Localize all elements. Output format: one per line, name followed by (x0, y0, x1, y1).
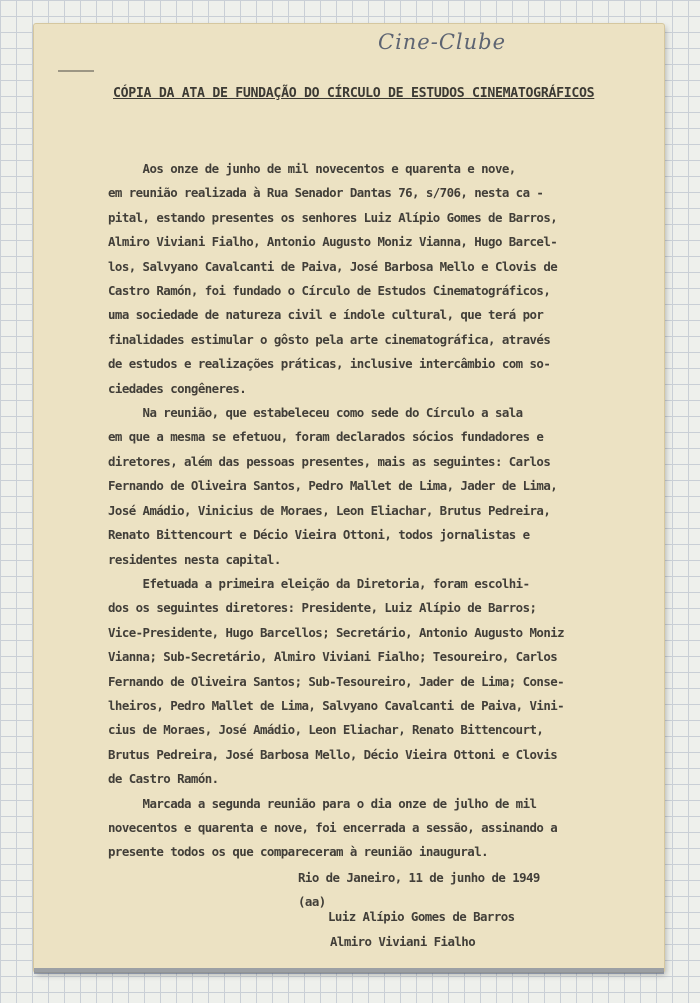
body-line: Vianna; Sub-Secretário, Almiro Viviani Fialho; Tesoureiro, Carlos (108, 649, 558, 665)
body-line: lheiros, Pedro Mallet de Lima, Salvyano Cavalcanti de Paiva, Vini- (108, 697, 565, 713)
body-line: de Castro Ramón. (108, 771, 219, 787)
body-line: Almiro Viviani Fialho, Antonio Augusto Moniz Vianna, Hugo Barcel- (108, 234, 558, 250)
signatory-1: Luiz Alípio Gomes de Barros (328, 909, 515, 924)
body-line: Na reunião, que estabeleceu como sede do Círculo a sala (108, 405, 523, 421)
body-line: Aos onze de junho de mil novecentos e quarenta e nove, (108, 161, 516, 176)
body-line: em reunião realizada à Rua Senador Dantas 76, s/706, nesta ca - (108, 185, 544, 201)
body-line: presente todos os que compareceram à reunião inaugural. (108, 844, 489, 860)
body-line: em que a mesma se efetuou, foram declarados sócios fundadores e (108, 429, 544, 445)
body-line: Efetuada a primeira eleição da Diretoria, foram escolhi- (108, 575, 530, 591)
body-line: Brutus Pedreira, José Barbosa Mello, Décio Vieira Ottoni e Clovis (108, 746, 558, 762)
body-line: novecentos e quarenta e nove, foi encerrada a sessão, assinando a (108, 819, 558, 835)
document-title: CÓPIA DA ATA DE FUNDAÇÃO DO CÍRCULO DE ESTUDOS CINEMATOGRÁFICOS (113, 86, 595, 101)
body-line: Marcada a segunda reunião para o dia onze de julho de mil (108, 795, 537, 811)
body-line: Castro Ramón, foi fundado o Círculo de Estudos Cinematográficos, (108, 283, 551, 299)
document-body (108, 157, 598, 865)
body-line: José Amádio, Vinicius de Moraes, Leon Eliachar, Brutus Pedreira, (108, 502, 551, 518)
page-shadow-edge (34, 968, 664, 974)
body-line: uma sociedade de natureza civil e índole cultural, que terá por (108, 307, 544, 323)
body-line: pital, estando presentes os senhores Luiz Alípio Gomes de Barros, (108, 209, 558, 225)
body-line: Vice-Presidente, Hugo Barcellos; Secretário, Antonio Augusto Moniz (108, 624, 565, 640)
margin-mark (58, 70, 94, 72)
date-line: Rio de Janeiro, 11 de junho de 1949 (298, 870, 540, 885)
handwritten-note: Cine-Clube (378, 30, 507, 54)
signatory-2: Almiro Viviani Fialho (330, 934, 476, 949)
body-line: residentes nesta capital. (108, 551, 281, 567)
aa-mark: (aa) (298, 894, 326, 909)
body-line: de estudos e realizações práticas, inclusive intercâmbio com so- (108, 356, 551, 372)
body-line: dos os seguintes diretores: Presidente, Luiz Alípio de Barros; (108, 600, 537, 616)
body-line: Fernando de Oliveira Santos; Sub-Tesoureiro, Jader de Lima; Conse- (108, 673, 565, 689)
body-line: los, Salvyano Cavalcanti de Paiva, José Barbosa Mello e Clovis de (108, 258, 558, 274)
body-line: diretores, além das pessoas presentes, mais as seguintes: Carlos (108, 453, 551, 469)
body-line: cius de Moraes, José Amádio, Leon Eliachar, Renato Bittencourt, (108, 722, 544, 738)
body-line: Renato Bittencourt e Décio Vieira Ottoni, todos jornalistas e (108, 527, 530, 543)
body-line: ciedades congêneres. (108, 380, 247, 396)
body-line: finalidades estimular o gôsto pela arte cinematográfica, através (108, 331, 551, 347)
body-line: Fernando de Oliveira Santos, Pedro Mallet de Lima, Jader de Lima, (108, 478, 558, 494)
